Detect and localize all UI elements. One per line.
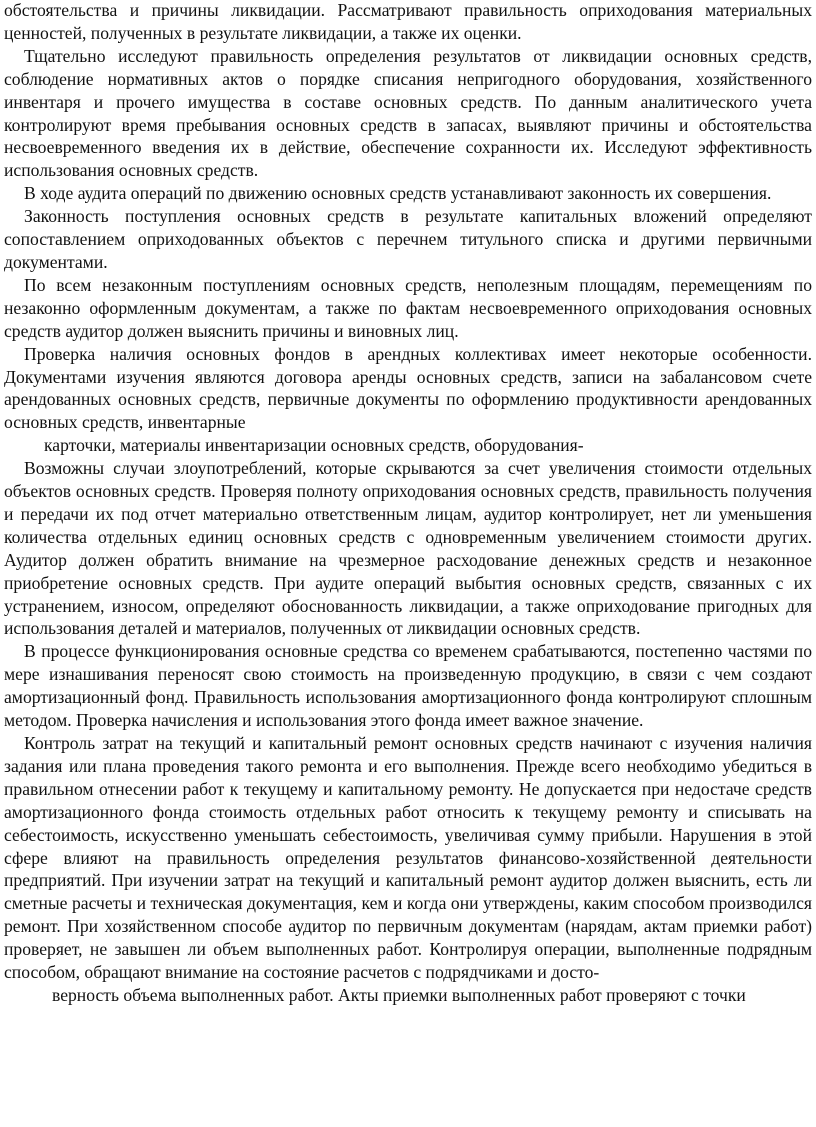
paragraph-acceptance-acts: верность объема выполненных работ. Акты приемки выполненных работ проверяют с точки [52,984,746,1005]
paragraph-liquidation-results: Тщательно исследуют правильность определения результатов от ликвидации основных средств, соблюдение нормативных актов о порядке списания непригодного оборудования, хозяйственного инвентаря и прочего имущества в составе основных средств. По данным аналитического учета контролируют время пребывания основных средств в запасах, выявляют причины и обстоятельства несвоевременного введения их в действие, обеспечение сохранности их. Исследуют эффективность использования основных средств. [4,45,812,181]
paragraph-abuse-cases: Возможны случаи злоупотреблений, которые скрываются за счет увеличения стоимости отдельных объектов основных средств. Проверяя полноту оприходования основных средств, правильность получения и передачи их под отчет материально ответственным лицам, аудитор контролирует, нет ли уменьшения количества отдельных единиц основных средств с одновременным увеличением стоимости других. Аудитор должен обратить внимание на чрезмерное расходование денежных средств и незаконное приобретение основных средств. При аудите операций выбытия основных средств, связанных с их устранением, износом, определяют обоснованность ликвидации, а также оприходование пригодных для использования деталей и материалов, полученных от ликвидации основных средств. [4,458,812,639]
paragraph-repair-costs: Контроль затрат на текущий и капитальный ремонт основных средств начинают с изучения наличия задания или плана проведения такого ремонта и его выполнения. Прежде всего необходимо убедиться в правильном отнесении работ к текущему и капитальному ремонту. Не допускается при недостаче средств амортизационного фонда стоимость отдельных работ относить к текущему ремонту и списывать на себестоимость, искусственно уменьшать себестоимость, увеличивая сумму прибыли. Нарушения в этой сфере влияют на правильность определения результатов финансово-хозяйственной деятельности предприятий. При изучении затрат на текущий и капитальный ремонт аудитор должен выяснить, есть ли сметные расчеты и техническая документация, кем и когда они утверждены, каким способом производился ремонт. При хозяйственном способе аудитор по первичным документам (нарядам, актам приемки работ) проверяет, не завышен ли объем выполненных работ. Контролируя операции, выполненные подрядным способом, обращают внимание на состояние расчетов с подрядчиками и досто- [4,733,812,983]
paragraph-liquidation-circumstances: обстоятельства и причины ликвидации. Рассматривают правильность оприходования материальных ценностей, полученных в результате ликвидации, а также их оценки. [4,0,812,43]
paragraph-depreciation-fund: В процессе функционирования основные средства со временем срабатываются, постепенно частями по мере изнашивания переносят свою стоимость на произведенную продукцию, в связи с чем создают амортизационный фонд. Правильность использования амортизационного фонда контролируют сплошным методом. Проверка начисления и использования этого фонда имеет важное значение. [4,641,812,731]
paragraph-inventory-cards: карточки, материалы инвентаризации основных средств, оборудования- [44,435,584,456]
paragraph-lease-collectives: Проверка наличия основных фондов в арендных коллективах имеет некоторые особенности. Документами изучения являются договора аренды основных средств, записи на забалансовом счете арендованных основных средств, первичные документы по оформлению продуктивности арендованных основных средств, инвентарные [4,343,812,433]
paragraph-illegal-receipts: По всем незаконным поступлениям основных средств, неполезным площадям, перемещениям по незаконно оформленным документам, а также по фактам несвоевременного оприходования основных средств аудитор должен выяснить причины и виновных лиц. [4,274,812,341]
paragraph-capital-investments: Законность поступления основных средств в результате капитальных вложений определяют сопоставлением оприходованных объектов с перечнем титульного списка и другими первичными документами. [4,206,812,272]
paragraph-movement-audit: В ходе аудита операций по движению основных средств устанавливают законность их совершения. [24,183,772,204]
